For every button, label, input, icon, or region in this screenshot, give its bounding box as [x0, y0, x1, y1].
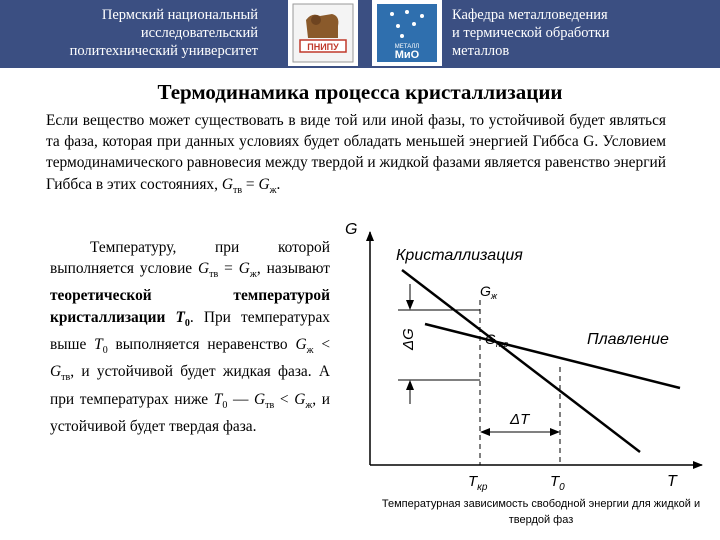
def-sub-tv-3: тв — [265, 399, 275, 411]
axis-g-label: G — [345, 221, 358, 238]
def-t0: Т — [175, 308, 185, 326]
intro-g-zh: G — [258, 175, 270, 193]
intro-equals: = — [242, 175, 259, 193]
gtv-label: G — [485, 331, 496, 347]
dg-label: ΔG — [400, 328, 417, 350]
def-bold-term: теоретической температурой кристаллизации — [50, 287, 330, 326]
axis-t-label: T — [667, 473, 677, 490]
def-sub-zh: ж — [249, 269, 257, 281]
def-sub-tv: тв — [209, 269, 219, 281]
def-g-tv: G — [198, 260, 210, 278]
def-g-tv-2: G — [50, 363, 62, 381]
def-t0-3-sub: 0 — [222, 399, 228, 411]
svg-text:Gж — [480, 283, 498, 301]
intro-sub-zh: ж — [269, 184, 277, 196]
def-text-4: выполняется неравенство — [107, 335, 296, 353]
definition-text — [50, 237, 330, 437]
department-line-1: Кафедра металловедения — [452, 7, 608, 23]
mio-logo-top-text: МЕТАЛЛ — [394, 44, 420, 50]
gzh-label: G — [480, 283, 491, 299]
university-line-2: исследовательский — [140, 25, 258, 41]
def-g-zh-3: G — [294, 390, 306, 408]
department-line-2: и термической обработки — [452, 25, 610, 41]
intro-end: . — [276, 175, 281, 193]
def-less-than: < — [313, 335, 330, 353]
gibbs-energy-diagram — [340, 212, 710, 497]
def-dash: — — [227, 390, 255, 408]
def-sub-zh-3: ж — [305, 399, 313, 411]
def-g-zh: G — [238, 260, 250, 278]
def-t0-2-sub: 0 — [102, 345, 108, 357]
def-t0-sub: 0 — [184, 317, 190, 329]
mio-logo-text: МиО — [394, 49, 420, 61]
crystallization-label: Кристаллизация — [396, 247, 523, 264]
def-g-zh-2: G — [295, 335, 307, 353]
slide-header — [0, 0, 720, 68]
svg-text:T0 — [550, 473, 565, 493]
mio-logo — [372, 0, 442, 66]
tkr-label: T — [468, 473, 478, 490]
intro-text: Если вещество может существовать в виде той или иной фазы, то устойчивой будет являться та фаза, которая при данных условиях будет обладать меньшей энергией Гиббса G. Условием термодинамического равновесия между твердой и жидкой фазами является равенство энергий Гиббса в этих состояниях, — [46, 112, 666, 193]
t0-label: T — [550, 473, 560, 490]
department-name — [452, 6, 714, 60]
svg-text:Tкр — [468, 473, 488, 493]
figure-caption: Температурная зависимость свободной энергии для жидкой и твердой фаз — [381, 498, 701, 526]
def-text-3: При температурах выше — [50, 308, 330, 353]
t0-label-sub: 0 — [559, 482, 565, 493]
intro-g-tv: G — [221, 175, 233, 193]
intro-paragraph — [46, 110, 666, 201]
university-line-3: политехнический университет — [69, 43, 258, 59]
def-text-5: , и устойчивой будет жидкая фаза. А при температурах ниже — [50, 363, 330, 408]
def-text-1: Температуру, при которой выполняется условие — [50, 239, 330, 278]
def-t0-2: Т — [94, 335, 103, 353]
university-line-1: Пермский национальный — [101, 7, 258, 23]
def-less-than-2: < — [274, 390, 295, 408]
intro-sub-tv: тв — [232, 184, 243, 196]
dt-label: ΔT — [510, 411, 530, 428]
def-equals: = — [218, 260, 239, 278]
def-t0-3: Т — [213, 390, 223, 408]
def-sub-zh-2: ж — [306, 345, 314, 357]
def-sub-tv-2: тв — [61, 372, 71, 384]
tkr-label-sub: кр — [477, 482, 488, 493]
department-line-3: металлов — [452, 43, 510, 59]
university-name — [0, 6, 258, 60]
def-text-6: , и устойчивой будет твердая фаза. — [50, 390, 330, 435]
def-text-2: , называют — [256, 260, 330, 278]
definition-paragraph: Температуру, при которой выполняется условие $G_{тв} = G_ж$, называют теоретической температурой кристаллизации $Т_0$. При температурах выше $Т_0$ выполняется неравенство $G_ж < G_{тв}$, и устойчивой будет жидкая фаза. А при температурах ниже $Т_0$ — $G_{тв} < G_ж$, и устойчивой будет твердая фаза. — [50, 239, 330, 435]
slide-title: Термодинамика процесса кристаллизации — [157, 80, 563, 104]
gzh-label-sub: ж — [490, 291, 498, 301]
gtv-label-sub: тв — [495, 339, 509, 349]
pnipu-logo — [288, 0, 358, 66]
pnipu-logo-text: ПНИПУ — [307, 42, 339, 52]
svg-text:Gтв — [485, 331, 508, 349]
melting-label: Плавление — [587, 331, 669, 348]
def-g-tv-3: G — [254, 390, 266, 408]
